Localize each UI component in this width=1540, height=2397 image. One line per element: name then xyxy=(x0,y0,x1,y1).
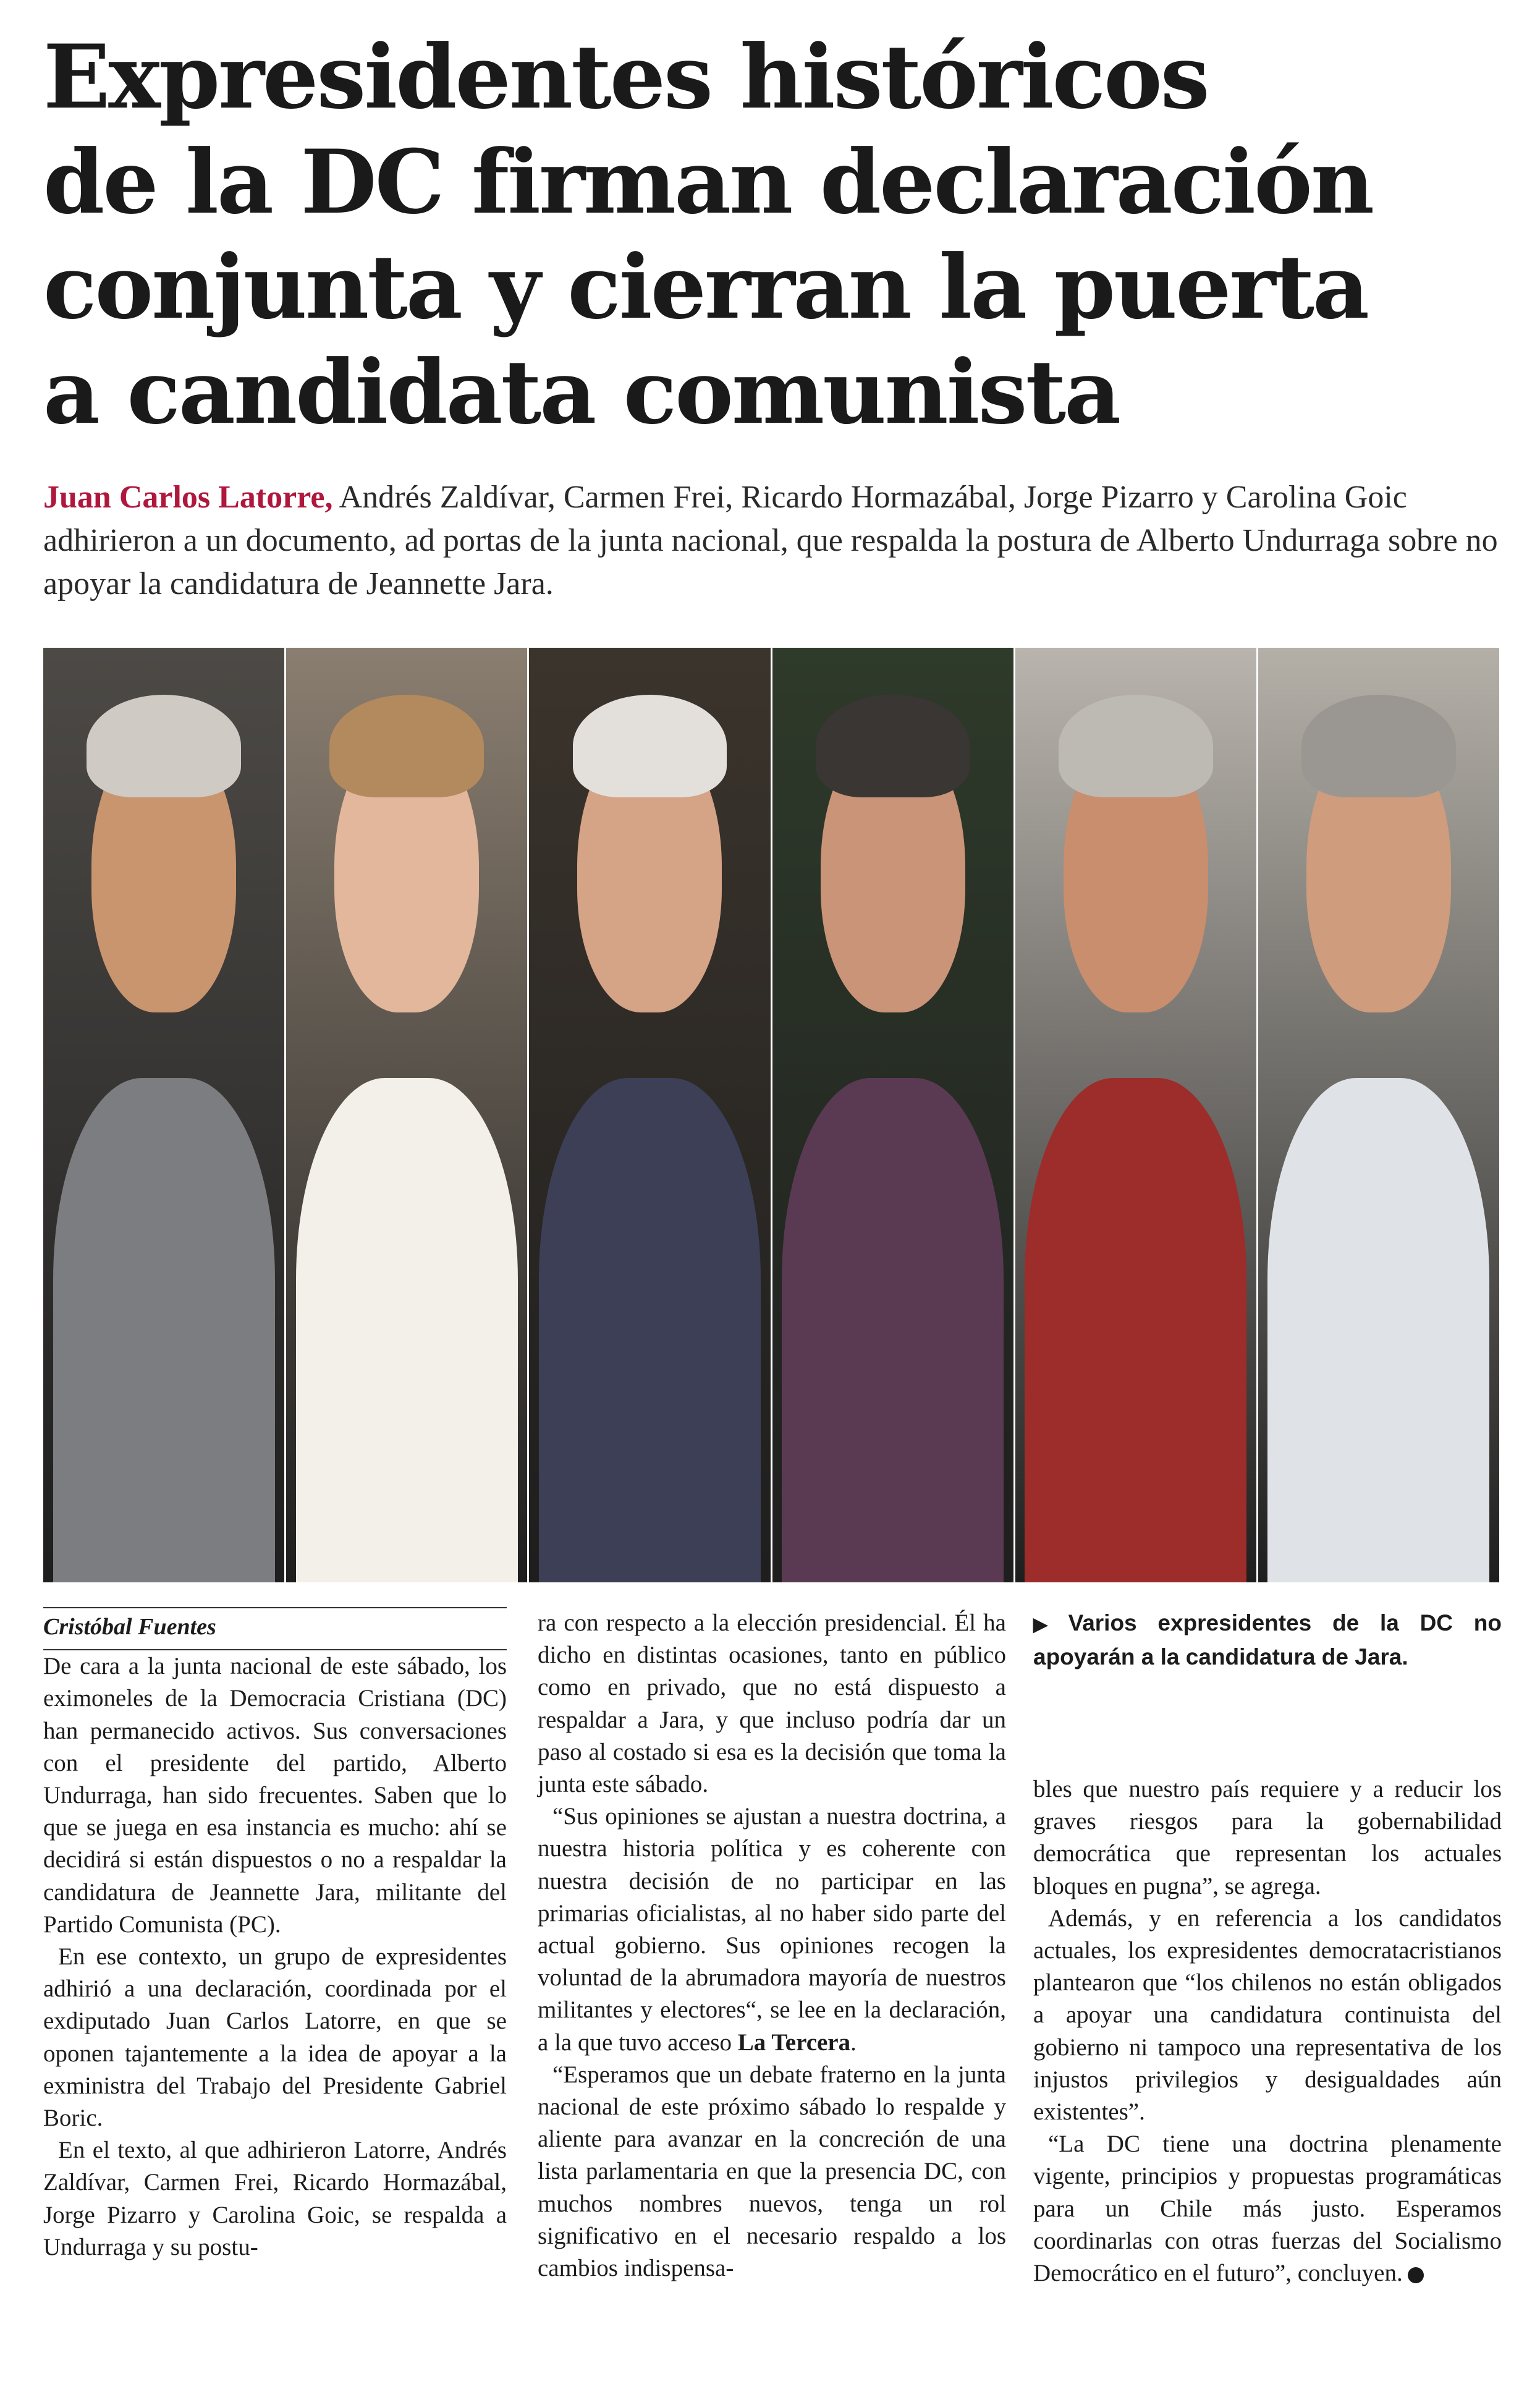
portrait-hair xyxy=(1301,695,1456,797)
paragraph: ra con respecto a la elección presidencial. Él ha dicho en distintas ocasiones, tanto en público como en privado, que no está dispuesto a respaldar a Jara, y que incluso podría dar un paso al costado si esa es la decisión que toma la junta este sábado. xyxy=(538,1610,1006,1798)
headline xyxy=(43,25,1502,445)
portrait-photo xyxy=(1258,648,1499,1582)
portrait-hair xyxy=(87,695,241,797)
paragraph: De cara a la junta nacional de este sábado, los eximoneles de la Democracia Cristiana (DC) han permanecido activos. Sus conversaciones con el presidente del partido, Alberto Undurraga, han sido frecuentes. Saben que lo que se juega en esa instancia es mucho: ahí se decidirá si están dispuestos o no a respaldar la candidatura de Jeannette Jara, militante del Partido Comunista (PC). xyxy=(43,1653,507,1938)
portrait-hair xyxy=(1059,695,1213,797)
headline-line: Expresidentes históricos xyxy=(43,26,1208,129)
paragraph: Además, y en referencia a los candidatos actuales, los expresidentes democratacristianos plantearon que “los chilenos no están obligados a apoyar una candidatura continuista del gobierno ni tampoco una representativa de los injustos privilegios y desigualdades aún existentes”. xyxy=(1033,1904,1502,2126)
portrait-body xyxy=(1025,1078,1246,1582)
portrait-photo xyxy=(772,648,1015,1582)
headline-line: conjunta y cierran la puerta xyxy=(43,236,1368,339)
portrait-hair xyxy=(573,695,727,797)
portrait-photo xyxy=(286,648,529,1582)
photo-caption xyxy=(1033,1607,1502,1673)
portrait-body xyxy=(296,1078,518,1582)
portrait-photo xyxy=(43,648,286,1582)
portrait-hair xyxy=(329,695,484,797)
paragraph: En ese contexto, un grupo de expresidentes adhirió a una declaración, coordinada por el exdiputado Juan Carlos Latorre, en que se oponen tajantemente a la idea de apoyar a la exministra del Trabajo del Presidente Gabriel Boric. xyxy=(43,1943,507,2132)
paragraph-text: “Sus opiniones se ajustan a nuestra doctrina, a nuestra historia política y es coherente con nuestra decisión de no participar en las primarias oficialistas, al no haber sido parte del actual gobierno. Sus opiniones recogen la voluntad de la abrumadora mayoría de nuestros militantes y electores“, se lee en la declaración, a la que tuvo acceso xyxy=(538,1803,1006,2056)
deck-lead-name: Juan Carlos Latorre, xyxy=(43,480,333,515)
deck-text: Andrés Zaldívar, Carmen Frei, Ricardo Hormazábal, Jorge Pizarro y Carolina Goic adhirieron a un documento, ad portas de la junta nacional, que respalda la postura de Alberto Undurraga sobre no apoyar la candidatura de Jeannette Jara. xyxy=(43,480,1498,601)
paragraph: “Esperamos que un debate fraterno en la junta nacional de este próximo sábado lo respalde y aliente para avanzar en la concreción de una lista parlamentaria en que la presencia DC, con muchos nombres nuevos, tenga un rol significativo en el necesario respaldo a los cambios indispensa- xyxy=(538,2061,1006,2282)
deck xyxy=(43,476,1502,606)
portrait-photo xyxy=(529,648,772,1582)
paragraph: bles que nuestro país requiere y a reducir los graves riesgos para la gobernabilidad democrática que representan los actuales bloques en pugna”, se agrega. xyxy=(1033,1776,1502,1899)
article-column-3 xyxy=(1033,1607,1502,2289)
portrait-body xyxy=(1267,1078,1489,1582)
portrait-body xyxy=(53,1078,275,1582)
paragraph: En el texto, al que adhirieron Latorre, Andrés Zaldívar, Carmen Frei, Ricardo Hormazábal, Jorge Pizarro y Carolina Goic, se respalda a Undurraga y su postu- xyxy=(43,2137,507,2260)
paragraph: “Sus opiniones se ajustan a nuestra doctrina, a nuestra historia política y es coherente con nuestra decisión de no participar en las primarias oficialistas, al no haber sido parte del actual gobierno. Sus opiniones recogen la voluntad de la abrumadora mayoría de nuestros militantes y electores“, se lee en la declaración, a la que tuvo acceso La Tercera. xyxy=(538,1803,1006,2056)
byline: Cristóbal Fuentes xyxy=(43,1607,507,1650)
article-column-1 xyxy=(43,1607,507,2263)
caption-triangle-icon: ▶ xyxy=(1033,1614,1062,1635)
headline-line: de la DC firman declaración xyxy=(43,131,1373,234)
caption-text: Varios expresidentes de la DC no apoyarán a la candidatura de Jara. xyxy=(1033,1610,1502,1669)
end-mark-icon xyxy=(1408,2267,1424,2283)
portrait-hair xyxy=(816,695,970,797)
article-column-2 xyxy=(538,1607,1006,2285)
portrait-photo xyxy=(1015,648,1258,1582)
source-name: La Tercera xyxy=(737,2029,851,2056)
headline-line: a candidata comunista xyxy=(43,341,1120,444)
portrait-body xyxy=(782,1078,1004,1582)
paragraph-text: “La DC tiene una doctrina plenamente vigente, principios y propuestas programáticas para un Chile más justo. Esperamos coordinarlas con otras fuerzas del Socialismo Democrático en el futuro”, concluyen. xyxy=(1033,2131,1502,2287)
portrait-body xyxy=(539,1078,761,1582)
photo-strip xyxy=(43,648,1499,1582)
paragraph xyxy=(1033,2128,1502,2289)
